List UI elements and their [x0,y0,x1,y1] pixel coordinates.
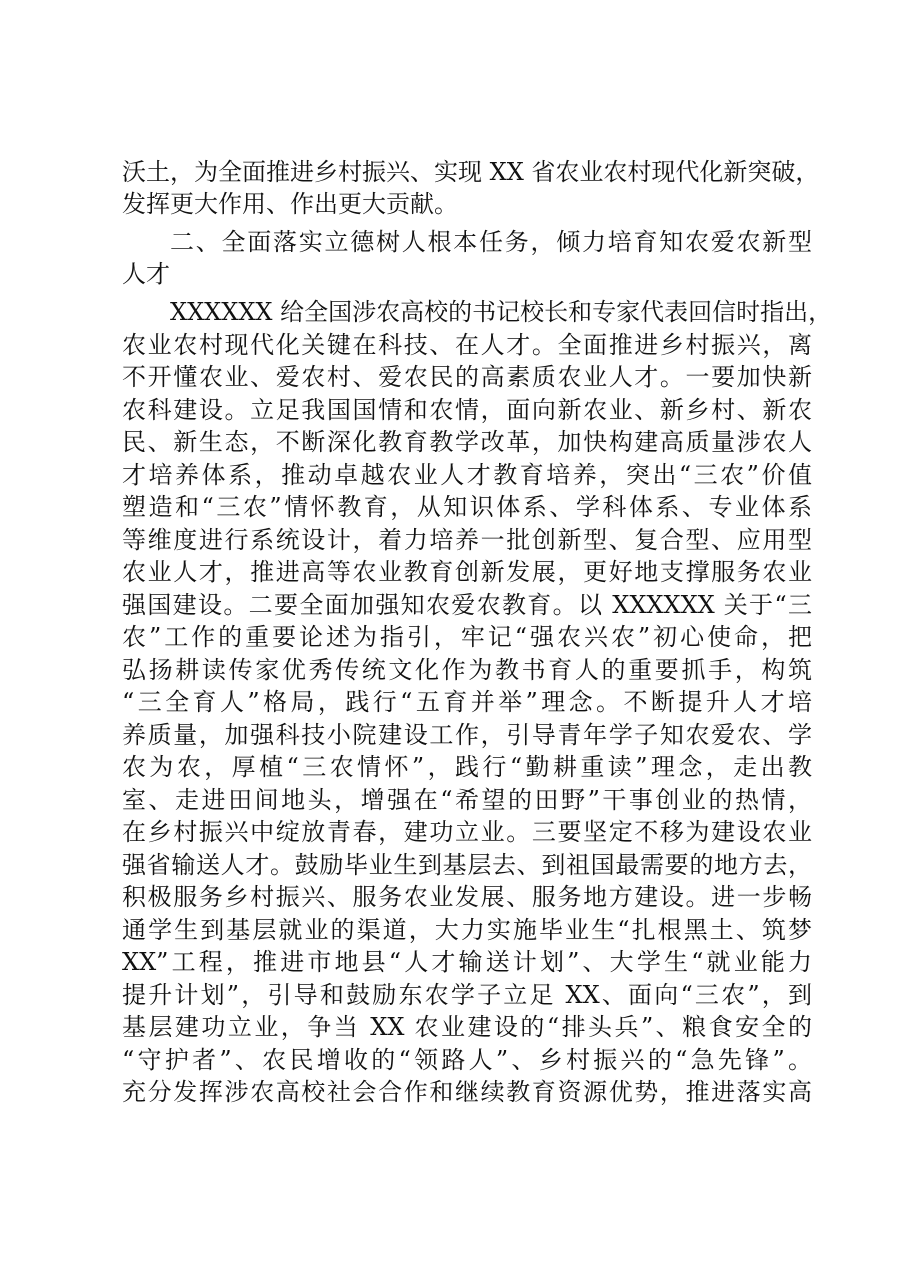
text-line: 沃土，为全面推进乡村振兴、实现 XX 省农业农村现代化新突破， [122,158,820,186]
text-line: 积极服务乡村振兴、服务农业发展、服务地方建设。进一步畅 [122,883,812,911]
text-line: 农科建设。立足我国国情和农情，面向新农业、新乡村、新农 [122,396,812,424]
text-line: 农业农村现代化关键在科技、在人才。全面推进乡村振兴，离 [122,331,812,359]
text-line: 才培养体系，推动卓越农业人才教育培养，突出“三农”价值 [122,461,812,489]
text-line: 发挥更大作用、作出更大贡献。 [122,190,458,218]
text-line: 强省输送人才。鼓励毕业生到基层去、到祖国最需要的地方去， [122,851,812,879]
text-line: 等维度进行系统设计，着力培养一批创新型、复合型、应用型 [122,526,812,554]
text-line: XX”工程，推进市地县“人才输送计划”、大学生“就业能力 [122,948,812,976]
text-line: 室、走进田间地头，增强在“希望的田野”干事创业的热情， [122,786,812,814]
text-line: 民、新生态，不断深化教育教学改革，加快构建高质量涉农人 [122,428,812,456]
text-line: 提升计划”，引导和鼓励东农学子立足 XX、面向“三农”，到 [122,981,812,1009]
text-line: 基层建功立业，争当 XX 农业建设的“排头兵”、粮食安全的 [122,1013,812,1041]
text-line: 农”工作的重要论述为指引，牢记“强农兴农”初心使命，把 [122,623,812,651]
text-line: 不开懂农业、爱农村、爱农民的高素质农业人才。一要加快新 [122,363,812,391]
text-line: 充分发挥涉农高校社会合作和继续教育资源优势，推进落实高 [122,1078,812,1106]
text-line: 通学生到基层就业的渠道，大力实施毕业生“扎根黑土、筑梦 [122,916,812,944]
text-line: 塑造和“三农”情怀教育，从知识体系、学科体系、专业体系 [122,493,812,521]
text-line: 农为农，厚植“三农情怀”，践行“勤耕重读”理念，走出教 [122,753,812,781]
text-line: “三全育人”格局，践行“五育并举”理念。不断提升人才培 [122,688,812,716]
text-line: “守护者”、农民增收的“领路人”、乡村振兴的“急先锋”。 [122,1046,812,1074]
text-line: 强国建设。二要全面加强知农爱农教育。以 XXXXXX 关于“三 [122,591,812,619]
text-line: 农业人才，推进高等农业教育创新发展，更好地支撑服务农业 [122,558,812,586]
section-heading-line: 人才 [122,260,170,288]
text-line: 弘扬耕读传家优秀传统文化作为教书育人的重要抓手，构筑 [122,656,812,684]
text-line: XXXXXX 给全国涉农高校的书记校长和专家代表回信时指出， [170,298,833,326]
text-line: 在乡村振兴中绽放青春，建功立业。三要坚定不移为建设农业 [122,818,812,846]
section-heading-line: 二、全面落实立德树人根本任务，倾力培育知农爱农新型 [170,228,812,256]
text-line: 养质量，加强科技小院建设工作，引导青年学子知农爱农、学 [122,721,812,749]
